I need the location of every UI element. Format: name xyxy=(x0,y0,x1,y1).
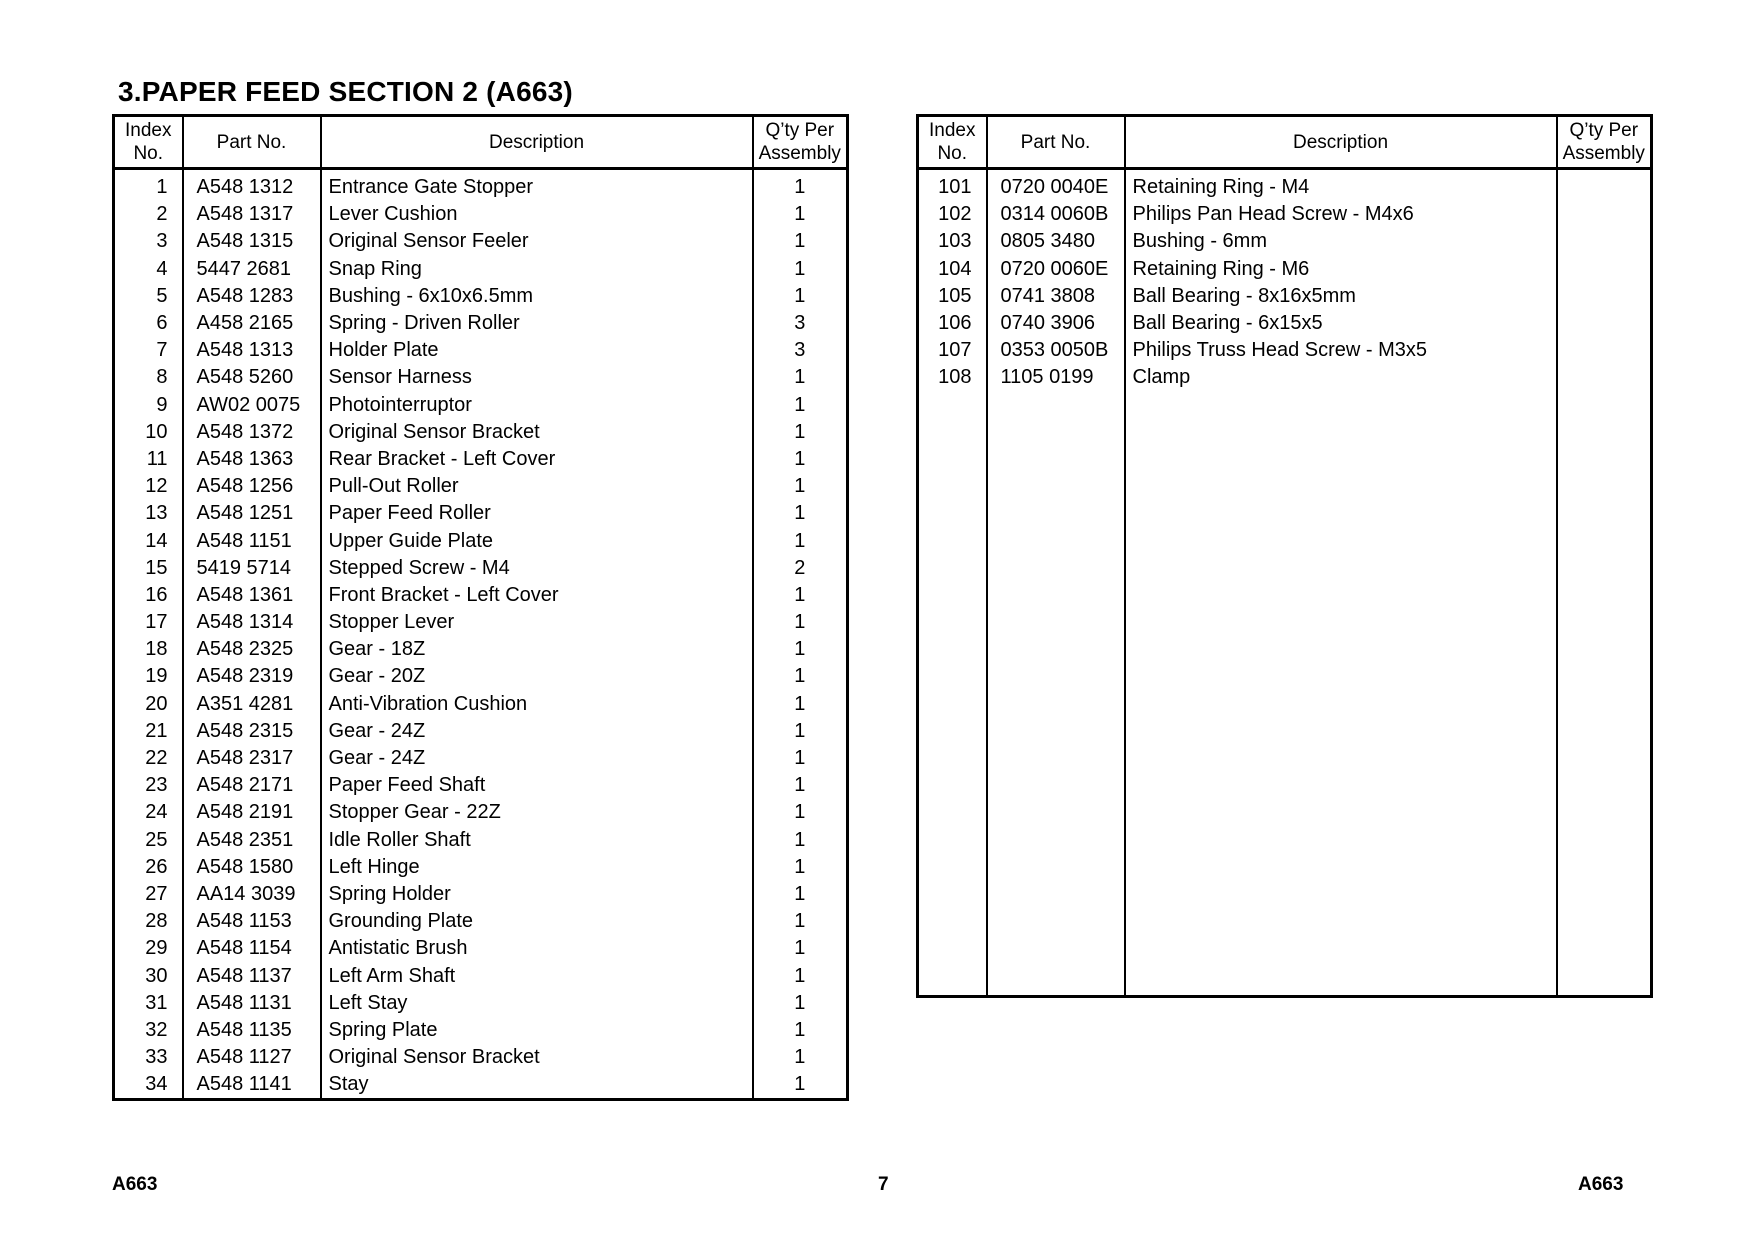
description-cell: Gear - 20Z xyxy=(321,663,753,690)
description-cell: Clamp xyxy=(1125,364,1557,391)
header-index: Index No. xyxy=(918,116,987,169)
part-no-cell: 5419 5714 xyxy=(183,555,321,582)
table-row xyxy=(114,256,848,283)
index-cell: 28 xyxy=(114,908,183,935)
table-row xyxy=(114,636,848,663)
index-cell: 7 xyxy=(114,337,183,364)
table-row xyxy=(918,337,1652,364)
table-row xyxy=(114,609,848,636)
table-row xyxy=(114,827,848,854)
table-row xyxy=(114,745,848,772)
qty-cell: 1 xyxy=(753,609,848,636)
qty-cell: 1 xyxy=(753,473,848,500)
part-no-cell: 0740 3906 xyxy=(987,310,1125,337)
index-cell: 21 xyxy=(114,718,183,745)
part-no-cell: A548 5260 xyxy=(183,364,321,391)
table-row xyxy=(114,364,848,391)
qty-cell: 1 xyxy=(753,935,848,962)
table-row xyxy=(918,283,1652,310)
part-no-cell: A548 2351 xyxy=(183,827,321,854)
description-cell: Gear - 24Z xyxy=(321,745,753,772)
part-no-cell: AA14 3039 xyxy=(183,881,321,908)
part-no-cell: 0314 0060B xyxy=(987,201,1125,228)
part-no-cell: A548 1361 xyxy=(183,582,321,609)
index-cell: 31 xyxy=(114,990,183,1017)
table-row xyxy=(918,256,1652,283)
description-cell: Stopper Gear - 22Z xyxy=(321,799,753,826)
index-cell: 11 xyxy=(114,446,183,473)
index-cell: 106 xyxy=(918,310,987,337)
qty-cell: 2 xyxy=(753,555,848,582)
description-cell: Left Hinge xyxy=(321,854,753,881)
part-no-cell: 1105 0199 xyxy=(987,364,1125,391)
qty-cell xyxy=(1557,283,1652,310)
index-cell: 9 xyxy=(114,392,183,419)
qty-cell xyxy=(1557,256,1652,283)
table-row xyxy=(114,663,848,690)
index-cell: 24 xyxy=(114,799,183,826)
index-cell: 3 xyxy=(114,228,183,255)
description-cell: Bushing - 6mm xyxy=(1125,228,1557,255)
index-cell: 5 xyxy=(114,283,183,310)
table-row xyxy=(114,527,848,554)
qty-cell: 1 xyxy=(753,745,848,772)
qty-cell: 1 xyxy=(753,772,848,799)
description-cell: Ball Bearing - 8x16x5mm xyxy=(1125,283,1557,310)
table-row xyxy=(918,228,1652,255)
index-cell: 6 xyxy=(114,310,183,337)
index-cell: 104 xyxy=(918,256,987,283)
part-no-cell: A548 1153 xyxy=(183,908,321,935)
table-row xyxy=(114,962,848,989)
table-row xyxy=(114,1044,848,1071)
qty-cell: 1 xyxy=(753,527,848,554)
parts-table-left-body xyxy=(114,169,848,1100)
table-row xyxy=(114,881,848,908)
table-row xyxy=(114,283,848,310)
qty-cell: 1 xyxy=(753,169,848,202)
qty-cell: 1 xyxy=(753,881,848,908)
header-index: Index No. xyxy=(114,116,183,169)
part-no-cell: A548 1154 xyxy=(183,935,321,962)
description-cell: Spring Holder xyxy=(321,881,753,908)
table-row xyxy=(114,582,848,609)
index-cell: 19 xyxy=(114,663,183,690)
index-cell: 32 xyxy=(114,1017,183,1044)
index-cell: 23 xyxy=(114,772,183,799)
part-no-cell: A548 1314 xyxy=(183,609,321,636)
table-row xyxy=(918,201,1652,228)
description-cell: Photointerruptor xyxy=(321,392,753,419)
part-no-cell: 0720 0060E xyxy=(987,256,1125,283)
part-no-cell: A548 1312 xyxy=(183,169,321,202)
description-cell: Bushing - 6x10x6.5mm xyxy=(321,283,753,310)
description-cell: Spring - Driven Roller xyxy=(321,310,753,337)
parts-table-right xyxy=(916,114,1653,998)
qty-cell: 1 xyxy=(753,364,848,391)
qty-cell: 1 xyxy=(753,691,848,718)
part-no-cell: A548 1127 xyxy=(183,1044,321,1071)
qty-cell: 3 xyxy=(753,337,848,364)
part-no-cell: A548 1372 xyxy=(183,419,321,446)
part-no-cell: 5447 2681 xyxy=(183,256,321,283)
qty-cell: 1 xyxy=(753,1017,848,1044)
qty-cell: 1 xyxy=(753,201,848,228)
qty-cell xyxy=(1557,364,1652,391)
index-cell: 27 xyxy=(114,881,183,908)
qty-cell: 1 xyxy=(753,228,848,255)
part-no-cell: A548 1317 xyxy=(183,201,321,228)
description-cell: Holder Plate xyxy=(321,337,753,364)
part-no-cell: A458 2165 xyxy=(183,310,321,337)
parts-table-left xyxy=(112,114,849,1101)
index-cell: 17 xyxy=(114,609,183,636)
description-cell: Antistatic Brush xyxy=(321,935,753,962)
footer-model-right: A663 xyxy=(1578,1174,1624,1195)
qty-cell: 1 xyxy=(753,582,848,609)
description-cell: Original Sensor Bracket xyxy=(321,419,753,446)
part-no-cell: A351 4281 xyxy=(183,691,321,718)
table-row xyxy=(114,169,848,202)
table-row xyxy=(114,555,848,582)
description-cell: Paper Feed Roller xyxy=(321,500,753,527)
index-cell: 22 xyxy=(114,745,183,772)
part-no-cell: 0720 0040E xyxy=(987,169,1125,202)
description-cell: Retaining Ring - M4 xyxy=(1125,169,1557,202)
qty-cell xyxy=(1557,337,1652,364)
table-row xyxy=(114,935,848,962)
part-no-cell: A548 1131 xyxy=(183,990,321,1017)
description-cell: Philips Pan Head Screw - M4x6 xyxy=(1125,201,1557,228)
index-cell: 2 xyxy=(114,201,183,228)
description-cell: Pull-Out Roller xyxy=(321,473,753,500)
qty-cell: 1 xyxy=(753,718,848,745)
table-row xyxy=(114,500,848,527)
index-cell: 1 xyxy=(114,169,183,202)
qty-cell: 1 xyxy=(753,419,848,446)
footer-model-left: A663 xyxy=(112,1174,158,1195)
qty-cell: 1 xyxy=(753,256,848,283)
footer-page-number: 7 xyxy=(878,1174,889,1195)
index-cell: 103 xyxy=(918,228,987,255)
table-row xyxy=(114,908,848,935)
table-row xyxy=(114,691,848,718)
header-description: Description xyxy=(1125,116,1557,169)
qty-cell: 1 xyxy=(753,500,848,527)
table-filler-row xyxy=(918,392,1652,997)
description-cell: Original Sensor Feeler xyxy=(321,228,753,255)
header-part-no: Part No. xyxy=(987,116,1125,169)
index-cell: 26 xyxy=(114,854,183,881)
part-no-cell: A548 2319 xyxy=(183,663,321,690)
table-row xyxy=(114,419,848,446)
description-cell: Anti-Vibration Cushion xyxy=(321,691,753,718)
part-no-cell: A548 1135 xyxy=(183,1017,321,1044)
description-cell: Upper Guide Plate xyxy=(321,527,753,554)
table-row xyxy=(114,799,848,826)
description-cell: Ball Bearing - 6x15x5 xyxy=(1125,310,1557,337)
qty-cell: 1 xyxy=(753,392,848,419)
table-header-row xyxy=(918,116,1652,169)
qty-cell: 1 xyxy=(753,663,848,690)
description-cell: Gear - 18Z xyxy=(321,636,753,663)
index-cell: 30 xyxy=(114,962,183,989)
part-no-cell: A548 1580 xyxy=(183,854,321,881)
qty-cell: 1 xyxy=(753,827,848,854)
index-cell: 25 xyxy=(114,827,183,854)
index-cell: 107 xyxy=(918,337,987,364)
description-cell: Left Stay xyxy=(321,990,753,1017)
part-no-cell: A548 2317 xyxy=(183,745,321,772)
description-cell: Snap Ring xyxy=(321,256,753,283)
part-no-cell: A548 2191 xyxy=(183,799,321,826)
index-cell: 16 xyxy=(114,582,183,609)
part-no-cell: A548 1151 xyxy=(183,527,321,554)
description-cell: Philips Truss Head Screw - M3x5 xyxy=(1125,337,1557,364)
table-row xyxy=(114,990,848,1017)
qty-cell: 1 xyxy=(753,1044,848,1071)
description-cell: Rear Bracket - Left Cover xyxy=(321,446,753,473)
index-cell: 15 xyxy=(114,555,183,582)
table-row xyxy=(114,718,848,745)
qty-cell xyxy=(1557,201,1652,228)
qty-cell: 1 xyxy=(753,854,848,881)
qty-cell: 1 xyxy=(753,446,848,473)
index-cell: 8 xyxy=(114,364,183,391)
description-cell: Stopper Lever xyxy=(321,609,753,636)
part-no-cell: A548 1251 xyxy=(183,500,321,527)
index-cell: 105 xyxy=(918,283,987,310)
parts-table-right-body xyxy=(918,169,1652,997)
part-no-cell: 0353 0050B xyxy=(987,337,1125,364)
table-row xyxy=(918,310,1652,337)
table-row xyxy=(114,337,848,364)
index-cell: 12 xyxy=(114,473,183,500)
description-cell: Sensor Harness xyxy=(321,364,753,391)
qty-cell: 1 xyxy=(753,799,848,826)
description-cell: Stay xyxy=(321,1071,753,1098)
table-row xyxy=(918,169,1652,202)
qty-cell xyxy=(1557,310,1652,337)
table-row xyxy=(114,392,848,419)
description-cell: Retaining Ring - M6 xyxy=(1125,256,1557,283)
description-cell: Lever Cushion xyxy=(321,201,753,228)
index-cell: 34 xyxy=(114,1071,183,1098)
qty-cell: 1 xyxy=(753,990,848,1017)
description-cell: Original Sensor Bracket xyxy=(321,1044,753,1071)
description-cell: Front Bracket - Left Cover xyxy=(321,582,753,609)
part-no-cell: A548 2315 xyxy=(183,718,321,745)
description-cell: Paper Feed Shaft xyxy=(321,772,753,799)
qty-cell: 1 xyxy=(753,908,848,935)
description-cell: Grounding Plate xyxy=(321,908,753,935)
header-qty: Q’ty Per Assembly xyxy=(1557,116,1652,169)
part-no-cell: A548 1137 xyxy=(183,962,321,989)
index-cell: 29 xyxy=(114,935,183,962)
description-cell: Stepped Screw - M4 xyxy=(321,555,753,582)
table-row xyxy=(114,1017,848,1044)
table-row xyxy=(114,854,848,881)
index-cell: 13 xyxy=(114,500,183,527)
table-row xyxy=(114,310,848,337)
index-cell: 101 xyxy=(918,169,987,202)
table-row xyxy=(114,228,848,255)
header-part-no: Part No. xyxy=(183,116,321,169)
qty-cell: 1 xyxy=(753,636,848,663)
table-filler-row xyxy=(114,1098,848,1100)
index-cell: 18 xyxy=(114,636,183,663)
header-qty: Q’ty Per Assembly xyxy=(753,116,848,169)
qty-cell xyxy=(1557,228,1652,255)
table-row xyxy=(918,364,1652,391)
part-no-cell: A548 1315 xyxy=(183,228,321,255)
part-no-cell: A548 2325 xyxy=(183,636,321,663)
description-cell: Left Arm Shaft xyxy=(321,962,753,989)
qty-cell: 1 xyxy=(753,962,848,989)
page-title: 3.PAPER FEED SECTION 2 (A663) xyxy=(118,76,573,107)
description-cell: Idle Roller Shaft xyxy=(321,827,753,854)
index-cell: 14 xyxy=(114,527,183,554)
qty-cell: 1 xyxy=(753,1071,848,1098)
part-no-cell: A548 1313 xyxy=(183,337,321,364)
table-row xyxy=(114,772,848,799)
qty-cell: 3 xyxy=(753,310,848,337)
description-cell: Gear - 24Z xyxy=(321,718,753,745)
index-cell: 10 xyxy=(114,419,183,446)
table-row xyxy=(114,446,848,473)
qty-cell xyxy=(1557,169,1652,202)
description-cell: Entrance Gate Stopper xyxy=(321,169,753,202)
table-row xyxy=(114,473,848,500)
table-row xyxy=(114,201,848,228)
description-cell: Spring Plate xyxy=(321,1017,753,1044)
index-cell: 102 xyxy=(918,201,987,228)
part-no-cell: A548 1141 xyxy=(183,1071,321,1098)
part-no-cell: 0741 3808 xyxy=(987,283,1125,310)
index-cell: 108 xyxy=(918,364,987,391)
part-no-cell: A548 1363 xyxy=(183,446,321,473)
part-no-cell: A548 1283 xyxy=(183,283,321,310)
qty-cell: 1 xyxy=(753,283,848,310)
part-no-cell: 0805 3480 xyxy=(987,228,1125,255)
table-row xyxy=(114,1071,848,1098)
part-no-cell: A548 1256 xyxy=(183,473,321,500)
index-cell: 33 xyxy=(114,1044,183,1071)
table-header-row xyxy=(114,116,848,169)
part-no-cell: A548 2171 xyxy=(183,772,321,799)
index-cell: 20 xyxy=(114,691,183,718)
index-cell: 4 xyxy=(114,256,183,283)
part-no-cell: AW02 0075 xyxy=(183,392,321,419)
header-description: Description xyxy=(321,116,753,169)
